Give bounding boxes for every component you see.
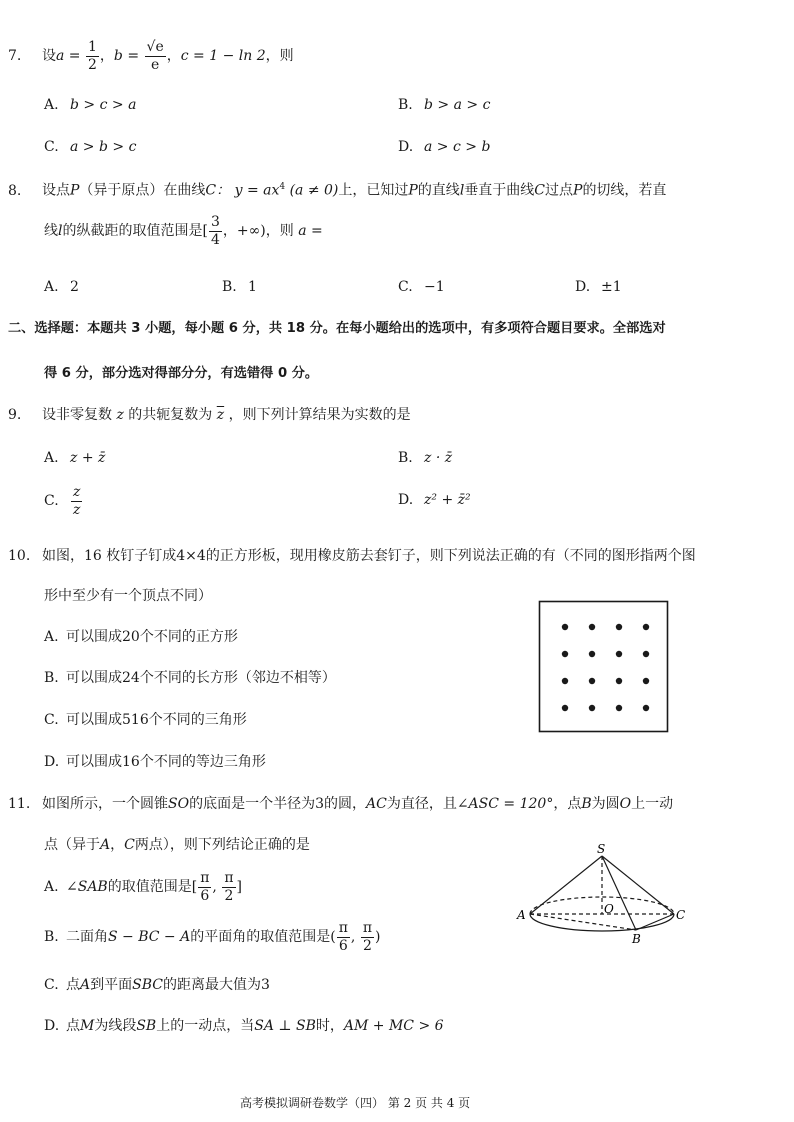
q8-number: 8. [8,182,22,199]
q10-line2: 形中至少有一个顶点不同） [44,588,212,604]
label-A: A [517,908,526,922]
q11-option-c: C. 点A到平面SBC的距离最大值为3 [44,977,270,993]
nail-dots [562,624,649,711]
q8-line2: 线 l 的纵截距的取值范围是 [ $\frac{3}{4}$ ，+∞)，则 a = [44,214,323,248]
q9-option-c: C. $\frac{z}{z}$ [44,484,81,518]
q9-option-b: B. z · z̄ [398,450,453,466]
label-C: C [676,908,686,922]
q10-number: 10. [8,548,31,564]
segment-BC [636,914,674,930]
nail-dot [589,651,595,657]
q7-number: 7. [8,48,22,64]
q9-c-fraction: $\frac{z}{z}$ [73,484,81,518]
q10-line1: 10. 如图，16 枚钉子钉成4×4的正方形板，现用橡皮筋去套钉子，则下列说法正确的有（不同的图形指两个图 [8,548,696,564]
q11-b-fraction-2: $\frac{\pi}{2}$ [362,920,373,954]
q7-a-fraction: $\frac{1}{2}$ [88,39,97,73]
nail-dot [616,678,622,684]
q10-option-c: C. 可以围成516个不同的三角形 [44,712,247,728]
nail-dot [589,678,595,684]
nail-dot [562,624,568,630]
q7-option-b: B. b > a > c [398,97,491,113]
section2-line1: 二、选择题：本题共 3 小题，每小题 6 分，共 18 分。在每小题给出的选项中，有多项符合题目要求。全部选对 [8,321,666,336]
q7-option-c: C. a > b > c [44,139,137,155]
nail-dot [589,624,595,630]
nail-dot [562,678,568,684]
q11-a-fraction-2: $\frac{\pi}{2}$ [224,870,234,904]
nail-dot [616,624,622,630]
q11-line1: 11. 如图所示，一个圆锥SO的底面是一个半径为3的圆，AC为直径，且∠ASC = 120°，点B为圆O上一动 [8,796,674,812]
q8-line1: 8. 设点P（异于原点）在曲线C： $y = ax^4$ (a ≠ 0)上，已知过P的直线l垂直于曲线C过点P的切线，若直 [8,182,667,199]
section2-line2: 得 6 分，部分选对得部分分，有选错得 0 分。 [44,366,319,381]
q9-number: 9. [8,407,22,423]
q7-b-fraction: $\frac{√e}{e}$ [146,39,164,73]
q8-option-d: D. ±1 [575,279,622,295]
q11-option-a: A. ∠SAB 的取值范围是 [ $\frac{\pi}{6}$ , $\frac{\pi}{2}$ ] [44,870,242,904]
cone-figure [512,842,692,947]
q7-option-d: D. a > c > b [398,139,491,155]
nail-dot [616,705,622,711]
q9-option-a: A. z + z̄ [44,450,106,466]
q7-option-a: A. b > c > a [44,97,137,113]
q11-number: 11. [8,796,31,812]
q8-option-c: C. −1 [398,279,445,295]
nail-board-figure [538,600,670,734]
q8-option-b: B. 1 [222,279,257,295]
q11-line2: 点（异于A，C两点），则下列结论正确的是 [44,837,310,853]
q9-stem: 9. 设非零复数 z 的共轭复数为 $\overline{z}$ ，则下列计算结果为实数的是 [8,407,411,423]
label-S: S [597,842,606,856]
board-border [540,602,668,732]
edge-SA [530,856,602,914]
q11-b-fraction-1: $\frac{\pi}{6}$ [338,920,348,954]
page-footer: 高考模拟调研卷数学（四） 第 2 页 共 4 页 [240,1096,471,1110]
q10-option-d: D. 可以围成16个不同的等边三角形 [44,754,266,770]
q11-option-b: B. 二面角 S − BC − A 的平面角的取值范围是 ( $\frac{\pi}{6}$ , $\frac{\pi}{2}$ ) [44,920,381,954]
q11-a-fraction-1: $\frac{\pi}{6}$ [200,870,210,904]
label-B: B [632,932,641,946]
q8-range-fraction: $\frac{3}{4}$ [210,214,220,248]
q9-option-d: D. z² + z̄² [398,492,471,508]
nail-dot [643,651,649,657]
edge-SB [602,856,636,930]
nail-dot [562,651,568,657]
nail-dot [616,651,622,657]
nail-dot [589,705,595,711]
q8-option-a: A. 2 [44,279,79,295]
label-O: O [604,902,614,916]
segment-AB [530,914,636,930]
nail-dot [643,678,649,684]
nail-dot [643,624,649,630]
nail-dot [562,705,568,711]
q7-stem: 7. 设 a = $\frac{1}{2}$ ， b = $\frac{√e}{e}$ ， c = 1 − ln 2 ，则 [8,39,294,73]
q10-option-b: B. 可以围成24个不同的长方形（邻边不相等） [44,670,336,686]
q11-option-d: D. 点M为线段SB上的一动点，当SA ⊥ SB时，AM + MC > 6 [44,1018,444,1034]
q10-option-a: A. 可以围成20个不同的正方形 [44,629,238,645]
nail-dot [643,705,649,711]
